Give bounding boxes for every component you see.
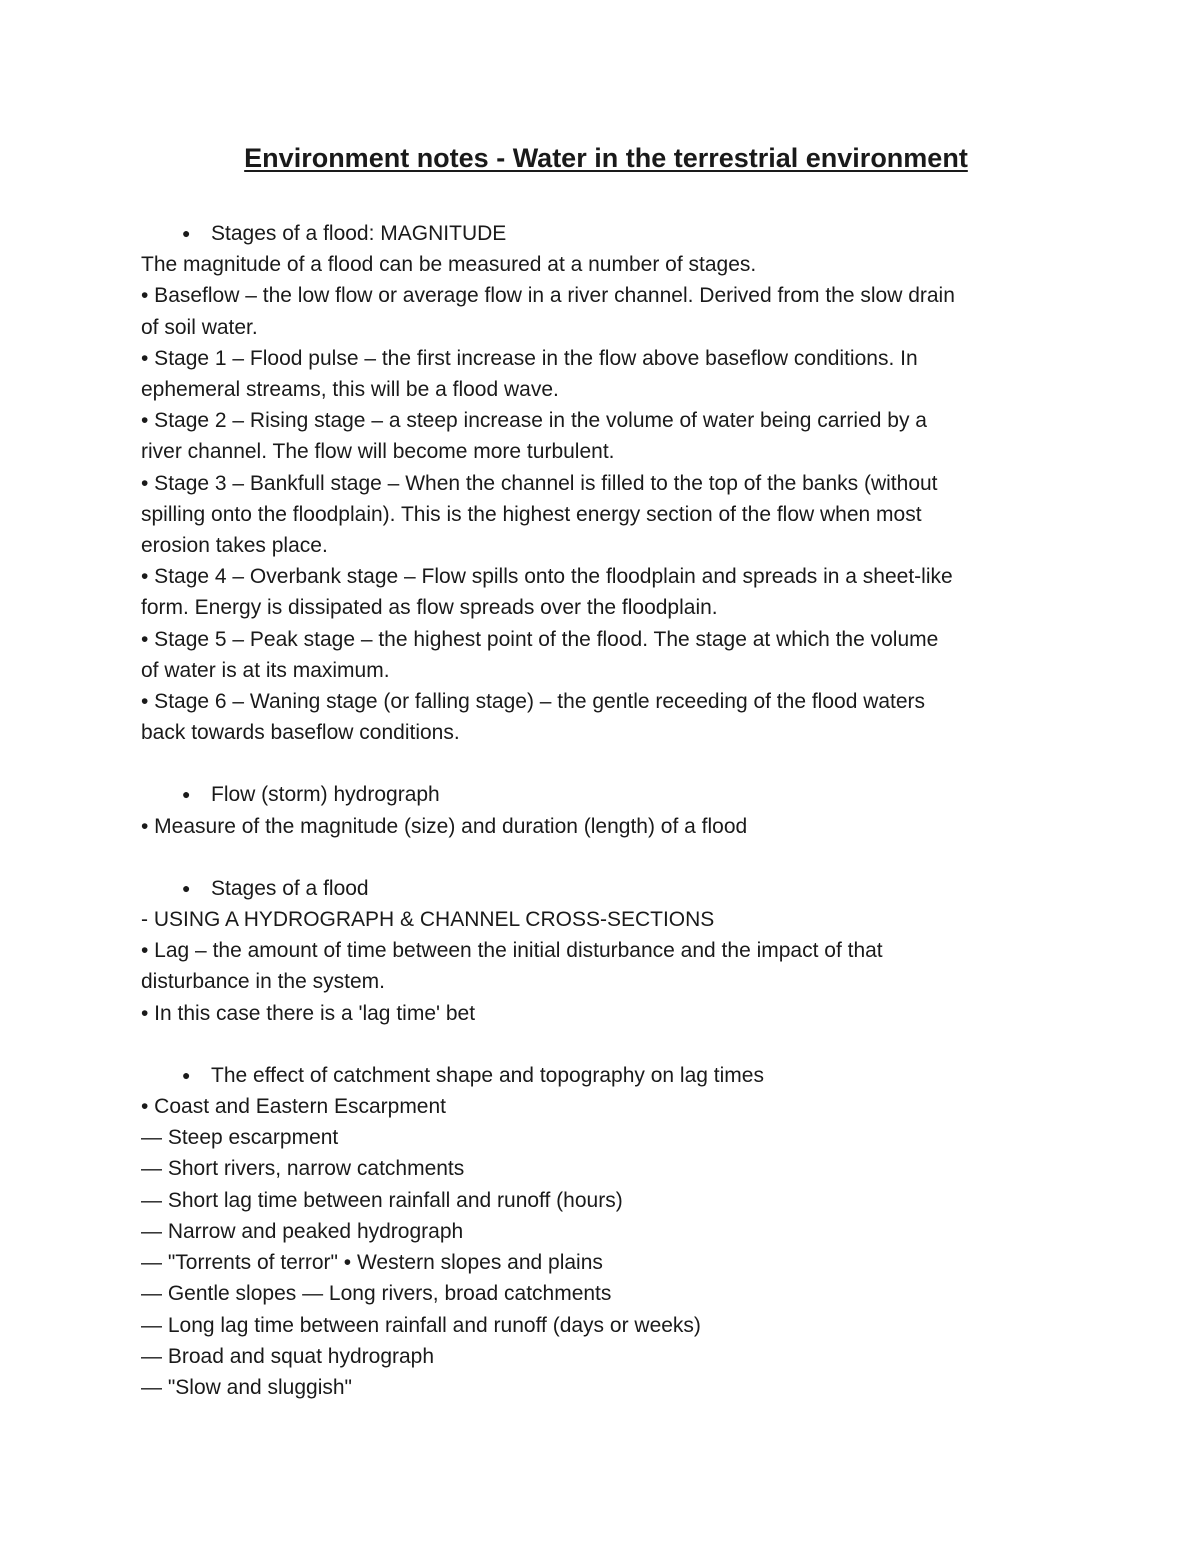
text-line: river channel. The flow will become more turbulent. (141, 440, 615, 464)
section-heading-text: The effect of catchment shape and topography on lag times (211, 1063, 764, 1087)
text-line: spilling onto the floodplain). This is the highest energy section of the flow when most (141, 502, 922, 526)
text-line: — Gentle slopes — Long rivers, broad catchments (141, 1282, 612, 1306)
section-heading-text: Stages of a flood (211, 876, 369, 900)
text-line: — Steep escarpment (141, 1126, 339, 1150)
text-line: • Stage 6 – Waning stage (or falling stage) – the gentle receeding of the flood waters (141, 690, 926, 714)
text-line: — Broad and squat hydrograph (141, 1344, 435, 1368)
section (141, 1060, 1071, 1403)
bullet-icon: ● (182, 879, 191, 896)
text-line: • Lag – the amount of time between the initial disturbance and the impact of that (141, 939, 883, 963)
section (141, 218, 1071, 748)
bullet-icon: ● (182, 786, 191, 803)
section-heading (141, 218, 1071, 249)
text-line: — "Torrents of terror" • Western slopes and plains (141, 1251, 603, 1275)
section-heading-text: Stages of a flood: MAGNITUDE (211, 222, 507, 245)
text-line: • Stage 3 – Bankfull stage – When the channel is filled to the top of the banks (without (141, 471, 938, 495)
section (141, 779, 1071, 841)
text-line: • Baseflow – the low flow or average flow in a river channel. Derived from the slow drain (141, 284, 955, 308)
section-heading-text: Flow (storm) hydrograph (211, 783, 440, 807)
text-line: form. Energy is dissipated as flow spreads over the floodplain. (141, 596, 718, 620)
text-line: — Long lag time between rainfall and runoff (days or weeks) (141, 1313, 701, 1337)
text-line: back towards baseflow conditions. (141, 721, 460, 745)
section (141, 873, 1071, 1029)
text-line: — "Slow and sluggish" (141, 1375, 353, 1399)
bullet-icon: ● (182, 1066, 191, 1083)
document-page (141, 138, 1071, 1434)
section-heading (141, 1060, 1071, 1091)
text-line: of soil water. (141, 315, 258, 339)
text-line: • Stage 1 – Flood pulse – the first increase in the flow above baseflow conditions. In (141, 346, 918, 370)
text-line: disturbance in the system. (141, 970, 385, 994)
text-line: — Narrow and peaked hydrograph (141, 1219, 464, 1243)
page-title: Environment notes - Water in the terrestrial environment (244, 143, 968, 173)
text-line: • Measure of the magnitude (size) and duration (length) of a flood (141, 814, 748, 838)
text-line: — Short lag time between rainfall and runoff (hours) (141, 1188, 623, 1212)
text-line: • Coast and Eastern Escarpment (141, 1095, 447, 1119)
text-line: — Short rivers, narrow catchments (141, 1157, 465, 1181)
text-line: • In this case there is a 'lag time' bet (141, 1001, 476, 1025)
document-body (141, 218, 1071, 1403)
text-line: ephemeral streams, this will be a flood wave. (141, 378, 559, 402)
section-heading (141, 779, 1071, 810)
text-line: The magnitude of a flood can be measured at a number of stages. (141, 253, 757, 277)
text-line: • Stage 5 – Peak stage – the highest point of the flood. The stage at which the volume (141, 627, 939, 651)
section-heading (141, 873, 1071, 904)
bullet-icon: ● (182, 225, 191, 241)
text-line: erosion takes place. (141, 534, 328, 558)
text-line: • Stage 2 – Rising stage – a steep increase in the volume of water being carried by a (141, 409, 927, 433)
text-line: • Stage 4 – Overbank stage – Flow spills onto the floodplain and spreads in a sheet-like (141, 565, 953, 589)
text-line: - USING A HYDROGRAPH & CHANNEL CROSS-SECTIONS (141, 908, 715, 932)
text-line: of water is at its maximum. (141, 658, 390, 682)
